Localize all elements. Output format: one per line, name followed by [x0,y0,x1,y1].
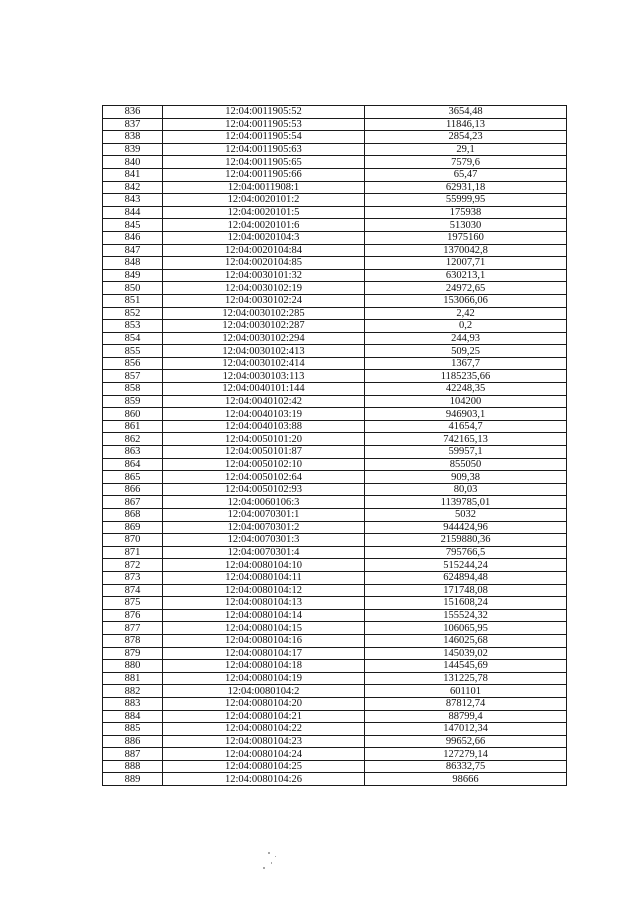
table-row [103,483,567,496]
value-cell: 3654,48 [365,106,567,119]
cadastral-number-cell: 12:04:0080104:14 [163,609,365,622]
value-cell: 144545,69 [365,660,567,673]
value-cell: 11846,13 [365,118,567,131]
cadastral-number-cell: 12:04:0020101:6 [163,219,365,232]
row-number-cell: 876 [103,609,163,622]
row-number-cell: 884 [103,710,163,723]
row-number-cell: 857 [103,370,163,383]
cadastral-number-cell: 12:04:0011905:53 [163,118,365,131]
row-number-cell: 879 [103,647,163,660]
value-cell: 175938 [365,206,567,219]
value-cell: 5032 [365,509,567,522]
row-number-cell: 881 [103,672,163,685]
table-row [103,156,567,169]
value-cell: 7579,6 [365,156,567,169]
value-cell: 909,38 [365,471,567,484]
table-row [103,168,567,181]
value-cell: 12007,71 [365,257,567,270]
table-row [103,723,567,736]
value-cell: 171748,08 [365,584,567,597]
scan-speck [275,856,276,857]
cadastral-number-cell: 12:04:0011905:63 [163,143,365,156]
table-row [103,131,567,144]
row-number-cell: 842 [103,181,163,194]
table-row [103,357,567,370]
cadastral-number-cell: 12:04:0040103:19 [163,408,365,421]
cadastral-number-cell: 12:04:0011908:1 [163,181,365,194]
cadastral-number-cell: 12:04:0080104:15 [163,622,365,635]
scan-speck [271,862,272,864]
table-row [103,383,567,396]
value-cell: 1975160 [365,231,567,244]
cadastral-number-cell: 12:04:0030103:113 [163,370,365,383]
value-cell: 155524,32 [365,609,567,622]
scan-speck [268,852,270,854]
value-cell: 86332,75 [365,760,567,773]
row-number-cell: 861 [103,420,163,433]
cadastral-number-cell: 12:04:0080104:24 [163,748,365,761]
value-cell: 29,1 [365,143,567,156]
row-number-cell: 873 [103,571,163,584]
value-cell: 944424,96 [365,521,567,534]
cadastral-number-cell: 12:04:0070301:4 [163,546,365,559]
row-number-cell: 883 [103,697,163,710]
row-number-cell: 866 [103,483,163,496]
value-cell: 98666 [365,773,567,786]
row-number-cell: 862 [103,433,163,446]
cadastral-number-cell: 12:04:0020104:84 [163,244,365,257]
row-number-cell: 870 [103,534,163,547]
table-row [103,685,567,698]
cadastral-number-cell: 12:04:0070301:1 [163,509,365,522]
row-number-cell: 850 [103,282,163,295]
row-number-cell: 836 [103,106,163,119]
value-cell: 2,42 [365,307,567,320]
cadastral-number-cell: 12:04:0080104:18 [163,660,365,673]
table-row [103,206,567,219]
table-row [103,521,567,534]
table-row [103,143,567,156]
cadastral-number-cell: 12:04:0050101:87 [163,446,365,459]
table-row [103,471,567,484]
row-number-cell: 853 [103,320,163,333]
value-cell: 151608,24 [365,597,567,610]
row-number-cell: 869 [103,521,163,534]
table-row [103,559,567,572]
value-cell: 946903,1 [365,408,567,421]
table-row [103,446,567,459]
row-number-cell: 849 [103,269,163,282]
cadastral-number-cell: 12:04:0011905:54 [163,131,365,144]
cadastral-value-table [102,105,567,786]
row-number-cell: 888 [103,760,163,773]
cadastral-number-cell: 12:04:0030102:19 [163,282,365,295]
row-number-cell: 868 [103,509,163,522]
table-row [103,307,567,320]
table-row [103,320,567,333]
row-number-cell: 874 [103,584,163,597]
table-row [103,496,567,509]
table-row [103,370,567,383]
cadastral-number-cell: 12:04:0070301:3 [163,534,365,547]
row-number-cell: 882 [103,685,163,698]
cadastral-number-cell: 12:04:0050102:10 [163,458,365,471]
row-number-cell: 841 [103,168,163,181]
table-row [103,269,567,282]
row-number-cell: 856 [103,357,163,370]
table-row [103,420,567,433]
value-cell: 87812,74 [365,697,567,710]
value-cell: 1370042,8 [365,244,567,257]
row-number-cell: 885 [103,723,163,736]
cadastral-number-cell: 12:04:0020104:85 [163,257,365,270]
value-cell: 1367,7 [365,357,567,370]
value-cell: 65,47 [365,168,567,181]
row-number-cell: 840 [103,156,163,169]
value-cell: 146025,68 [365,634,567,647]
cadastral-number-cell: 12:04:0080104:26 [163,773,365,786]
cadastral-number-cell: 12:04:0030102:285 [163,307,365,320]
table-row [103,609,567,622]
table-row [103,622,567,635]
row-number-cell: 846 [103,231,163,244]
table-row [103,458,567,471]
row-number-cell: 889 [103,773,163,786]
table-row [103,660,567,673]
cadastral-number-cell: 12:04:0030102:414 [163,357,365,370]
row-number-cell: 865 [103,471,163,484]
value-cell: 145039,02 [365,647,567,660]
table-row [103,760,567,773]
value-cell: 795766,5 [365,546,567,559]
value-cell: 0,2 [365,320,567,333]
cadastral-number-cell: 12:04:0080104:17 [163,647,365,660]
cadastral-number-cell: 12:04:0050101:20 [163,433,365,446]
row-number-cell: 848 [103,257,163,270]
row-number-cell: 887 [103,748,163,761]
table-row [103,294,567,307]
table-row [103,634,567,647]
cadastral-number-cell: 12:04:0030102:24 [163,294,365,307]
row-number-cell: 867 [103,496,163,509]
row-number-cell: 837 [103,118,163,131]
value-cell: 104200 [365,395,567,408]
value-cell: 41654,7 [365,420,567,433]
table-row [103,257,567,270]
value-cell: 742165,13 [365,433,567,446]
row-number-cell: 852 [103,307,163,320]
table-row [103,181,567,194]
row-number-cell: 863 [103,446,163,459]
cadastral-number-cell: 12:04:0080104:2 [163,685,365,698]
row-number-cell: 847 [103,244,163,257]
cadastral-number-cell: 12:04:0080104:23 [163,735,365,748]
table-row [103,773,567,786]
table-row [103,546,567,559]
row-number-cell: 860 [103,408,163,421]
cadastral-number-cell: 12:04:0040101:144 [163,383,365,396]
table-row [103,106,567,119]
cadastral-number-cell: 12:04:0080104:12 [163,584,365,597]
table-row [103,735,567,748]
value-cell: 1185235,66 [365,370,567,383]
row-number-cell: 858 [103,383,163,396]
cadastral-number-cell: 12:04:0080104:25 [163,760,365,773]
value-cell: 630213,1 [365,269,567,282]
row-number-cell: 864 [103,458,163,471]
value-cell: 127279,14 [365,748,567,761]
cadastral-number-cell: 12:04:0040103:88 [163,420,365,433]
table-row [103,697,567,710]
value-cell: 624894,48 [365,571,567,584]
table-row [103,395,567,408]
value-cell: 153066,06 [365,294,567,307]
table-row [103,332,567,345]
row-number-cell: 844 [103,206,163,219]
value-cell: 855050 [365,458,567,471]
cadastral-number-cell: 12:04:0030102:294 [163,332,365,345]
value-cell: 106065,95 [365,622,567,635]
table-row [103,282,567,295]
row-number-cell: 838 [103,131,163,144]
cadastral-number-cell: 12:04:0030101:32 [163,269,365,282]
row-number-cell: 875 [103,597,163,610]
table-row [103,219,567,232]
cadastral-number-cell: 12:04:0011905:52 [163,106,365,119]
cadastral-number-cell: 12:04:0080104:20 [163,697,365,710]
value-cell: 55999,95 [365,194,567,207]
value-cell: 509,25 [365,345,567,358]
cadastral-number-cell: 12:04:0030102:287 [163,320,365,333]
value-cell: 2159880,36 [365,534,567,547]
cadastral-number-cell: 12:04:0080104:21 [163,710,365,723]
cadastral-number-cell: 12:04:0080104:10 [163,559,365,572]
cadastral-number-cell: 12:04:0080104:22 [163,723,365,736]
table-row [103,231,567,244]
row-number-cell: 886 [103,735,163,748]
value-cell: 80,03 [365,483,567,496]
row-number-cell: 843 [103,194,163,207]
cadastral-number-cell: 12:04:0050102:64 [163,471,365,484]
row-number-cell: 854 [103,332,163,345]
cadastral-number-cell: 12:04:0080104:16 [163,634,365,647]
value-cell: 147012,34 [365,723,567,736]
table-row [103,672,567,685]
table-body [103,106,567,786]
value-cell: 131225,78 [365,672,567,685]
row-number-cell: 871 [103,546,163,559]
cadastral-number-cell: 12:04:0020101:2 [163,194,365,207]
table-row [103,584,567,597]
table-row [103,534,567,547]
row-number-cell: 859 [103,395,163,408]
cadastral-number-cell: 12:04:0040102:42 [163,395,365,408]
row-number-cell: 845 [103,219,163,232]
table-row [103,647,567,660]
table-row [103,433,567,446]
row-number-cell: 851 [103,294,163,307]
cadastral-number-cell: 12:04:0060106:3 [163,496,365,509]
cadastral-number-cell: 12:04:0011905:65 [163,156,365,169]
cadastral-number-cell: 12:04:0080104:13 [163,597,365,610]
cadastral-number-cell: 12:04:0020104:3 [163,231,365,244]
table-row [103,345,567,358]
row-number-cell: 855 [103,345,163,358]
table-row [103,194,567,207]
table-row [103,118,567,131]
row-number-cell: 880 [103,660,163,673]
cadastral-number-cell: 12:04:0080104:11 [163,571,365,584]
table-row [103,509,567,522]
value-cell: 2854,23 [365,131,567,144]
cadastral-number-cell: 12:04:0070301:2 [163,521,365,534]
row-number-cell: 878 [103,634,163,647]
value-cell: 513030 [365,219,567,232]
value-cell: 99652,66 [365,735,567,748]
value-cell: 244,93 [365,332,567,345]
table-row [103,571,567,584]
scan-speck [263,867,265,869]
table-row [103,597,567,610]
row-number-cell: 872 [103,559,163,572]
value-cell: 515244,24 [365,559,567,572]
table-row [103,748,567,761]
cadastral-number-cell: 12:04:0011905:66 [163,168,365,181]
table-row [103,710,567,723]
value-cell: 1139785,01 [365,496,567,509]
value-cell: 62931,18 [365,181,567,194]
value-cell: 24972,65 [365,282,567,295]
table-row [103,408,567,421]
row-number-cell: 839 [103,143,163,156]
value-cell: 42248,35 [365,383,567,396]
table-row [103,244,567,257]
value-cell: 88799,4 [365,710,567,723]
cadastral-number-cell: 12:04:0020101:5 [163,206,365,219]
row-number-cell: 877 [103,622,163,635]
cadastral-number-cell: 12:04:0030102:413 [163,345,365,358]
value-cell: 59957,1 [365,446,567,459]
value-cell: 601101 [365,685,567,698]
cadastral-number-cell: 12:04:0080104:19 [163,672,365,685]
cadastral-number-cell: 12:04:0050102:93 [163,483,365,496]
